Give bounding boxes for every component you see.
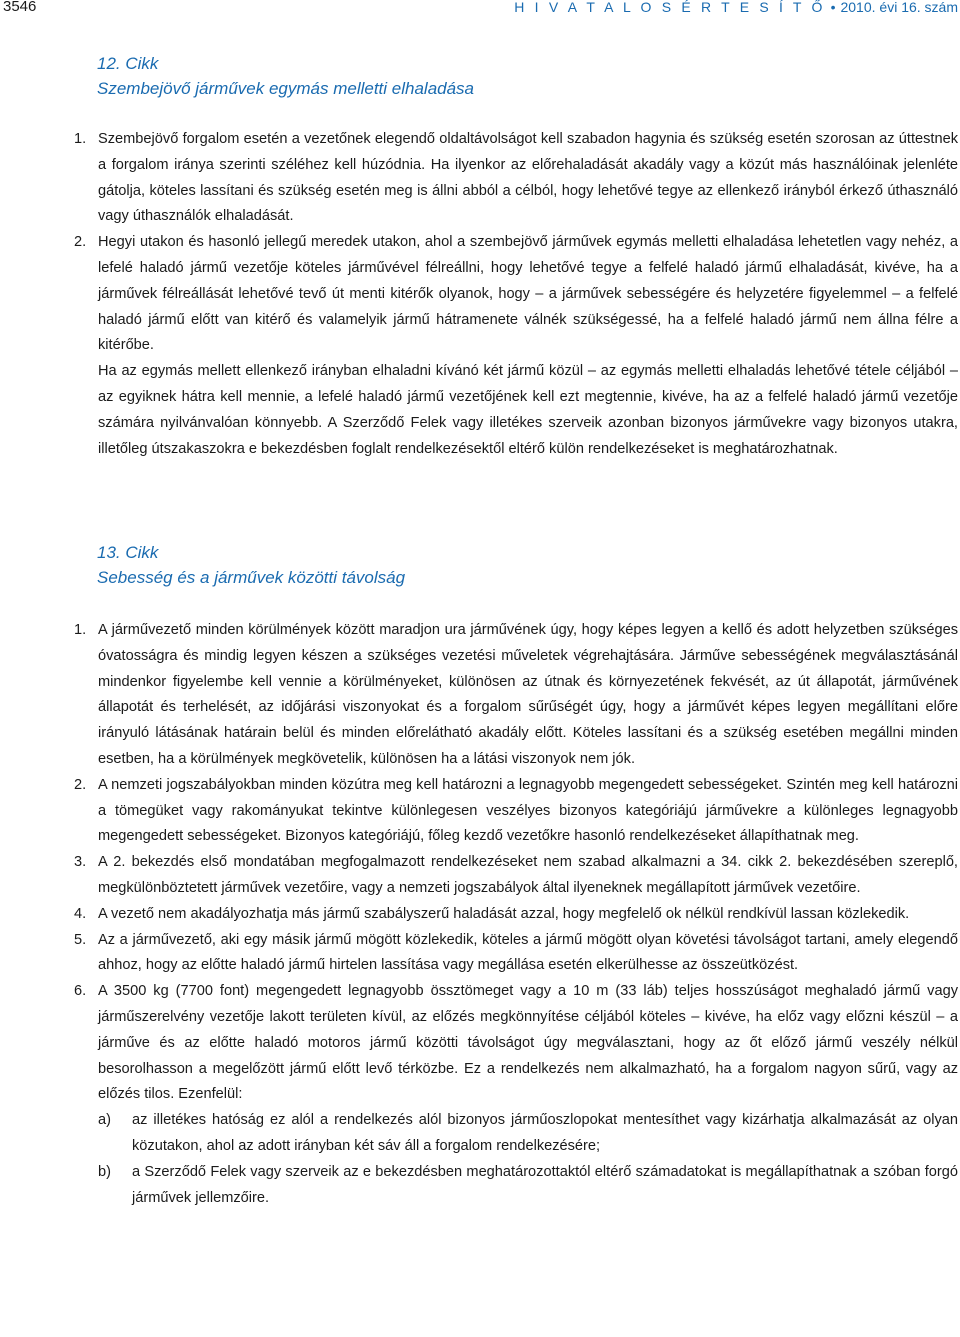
subitem-text: az illetékes hatóság ez alól a rendelkezés alól bizonyos járműoszlopokat mentesíthet vagy kizárhatja alkalmazását az olyan közutakon, ahol az adott irányban két sáv áll a forgalom rendelkezésére; [132,1112,958,1154]
article-13-paragraph-1 [74,618,958,773]
paragraph-number: 2. [74,776,87,793]
page-number: 3546 [3,0,37,15]
article-12-body [74,127,958,462]
article-13-paragraph-4 [74,902,958,928]
issue-label: 2010. évi 16. szám [840,0,958,15]
article-13-paragraph-3 [74,850,958,902]
paragraph-text: Szembejövő forgalom esetén a vezetőnek elegendő oldaltávolságot kell szabadon hagynia és szükség esetén szorosan az úttestnek a forgalom iránya szerinti széléhez kell húzódnia. Ha ilyenkor az előrehaladását akadály vagy a közút más használóinak jelenléte gátolja, köteles lassítani és szükség esetén meg is állni abból a célból, hogy lehetővé tegye az ellenkező irányból érkező úthasználó vagy úthasználók elhaladását. [98,131,958,225]
article-13-heading [97,540,405,590]
article-13-paragraph-5 [74,928,958,980]
subitem-letter: a) [98,1112,111,1129]
paragraph-text: A 3500 kg (7700 font) megengedett legnagyobb össztömeget vagy a 10 m (33 láb) teljes hosszúságot meghaladó jármű vagy járműszerelvény vezetője lakott területen kívül, az előzés megkönnyítése céljából köteles – kivéve, ha előz vagy előzni készül – a járműve és az előtte haladó motoros jármű közötti távolságot úgy megválasztani, hogy az őt előző jármű veszély nélkül besorolhasson a megelőzött jármű előtt levő térközbe. Ez a rendelkezés nem alkalmazható, ha a forgalom nagyon sűrű, vagy az előzés tilos. Ezenfelül: [98,983,958,1103]
paragraph-text: A 2. bekezdés első mondatában megfogalmazott rendelkezéseket nem szabad alkalmazni a 34. cikk 2. bekezdésében szereplő, megkülönböztetett járművek vezetőire, vagy a nemzeti jogszabályok által ilyeneknek megállapított járművek vezetőire. [98,854,958,896]
paragraph-text: A vezető nem akadályozhatja más jármű szabályszerű haladását azzal, hogy megfelelő ok nélkül rendkívül lassan közlekedik. [98,905,910,922]
subitem-text: a Szerződő Felek vagy szerveik az e bekezdésben meghatározottaktól eltérő számadatokat is megállapíthatnak a szóban forgó járművek jellemzőire. [132,1163,958,1206]
article-13-number: 13. Cikk [97,543,159,562]
article-12-paragraph-2-continuation: Ha az egymás mellett ellenkező irányban elhaladni kívánó két jármű közül – az egymás melletti elhaladás lehetővé tétele céljából – az egyiknek hátra kell mennie, a lefelé haladó jármű vezetőjének kell ezt megtennie, kivéve, ha az a felfelé haladó jármű vezetője számára nyilvánvalóan könnyebb. A Szerződő Felek vagy illetékes szerveik azonban bizonyos járművekre vagy bizonyos utakra, illetőleg útszakaszokra e bekezdésben foglalt rendelkezésektől eltérő külön rendelkezéseket is meghatározhatnak. [98,363,958,457]
paragraph-text: A nemzeti jogszabályokban minden közútra meg kell határozni a legnagyobb megengedett sebességeket. Szintén meg kell határozni a tömegüket vagy rakományukat tekintve különlegesen veszélyes bizonyos kategóriájú járművekre a különleges legnagyobb megengedett sebességeket. Bizonyos kategóriájú, főleg kezdő vezetőkre hasonló rendelkezéseket állapíthatnak meg. [98,776,958,845]
article-13-title: Sebesség és a járművek közötti távolság [97,568,406,587]
paragraph-number: 6. [74,983,87,1000]
article-13-subitem-b [74,1160,958,1212]
paragraph-number: 3. [74,854,87,871]
article-12-heading [97,51,474,101]
paragraph-number: 4. [74,905,87,922]
article-13-subitem-a [74,1108,958,1160]
paragraph-number: 1. [74,131,87,147]
article-12-title: Szembejövő járművek egymás melletti elhaladása [97,79,475,98]
paragraph-number: 5. [74,931,87,948]
article-12-paragraph-1 [74,127,958,230]
paragraph-text: Hegyi utakon és hasonló jellegű meredek utakon, ahol a szembejövő járművek egymás melletti elhaladása lehetetlen vagy nehéz, a lefelé haladó jármű vezetője köteles járművével félreállni, hogy lehetővé tegye a felfelé haladó jármű elhaladását, kivéve, ha a járművek félreállását lehetővé tevő út menti kitérők olyanok, hogy – a járművek sebességére és helyzetére figyelemmel – a felfelé haladó jármű előtt van kitérő és valamelyik jármű hátramenete válnék szükségessé, ha a felfelé haladó jármű nem állna félre a kitérőbe. [98,234,958,354]
page-header [0,0,960,20]
article-13-body [74,618,958,1211]
subitem-letter: b) [98,1163,111,1180]
article-12-paragraph-2 [74,230,958,359]
paragraph-text: Az a járművezető, aki egy másik jármű mögött közlekedik, köteles a jármű mögött olyan követési távolságot tartani, amely elegendő ahhoz, hogy az előtte haladó jármű hirtelen lassítása vagy megállása esetén elkerülhesse az összeütközést. [98,931,958,974]
publication-name: H I V A T A L O S É R T E S Í T Ő [514,0,826,15]
article-13-paragraph-6 [74,979,958,1108]
separator-bullet: • [830,0,836,15]
article-13-paragraph-2 [74,773,958,850]
paragraph-number: 1. [74,622,87,638]
article-12-number: 12. Cikk [97,54,159,73]
running-head [514,0,958,17]
paragraph-number: 2. [74,234,87,251]
paragraph-text: A járművezető minden körülmények között maradjon ura járművének úgy, hogy képes legyen a kellő és adott helyzetben szükséges óvatosságra és mindig legyen készen a szükséges vezetési műveletek végrehajtására. Járműve sebességének megválasztásánál mindenkor figyelembe kell vennie a körülményeket, különösen az útnak és környezetének fekvését, az út állapotát, járművének állapotát és terhelését, az időjárási viszonyokat és a forgalom sűrűségét úgy, hogy a járművét képes legyen megállítani előre irányuló látásának határain belül és minden előrelátható akadály előtt. Köteles lassítani és a szükség esetében megállni minden esetben, ha a körülmények megkövetelik, különösen ha a látási viszonyok nem jók. [98,622,958,767]
